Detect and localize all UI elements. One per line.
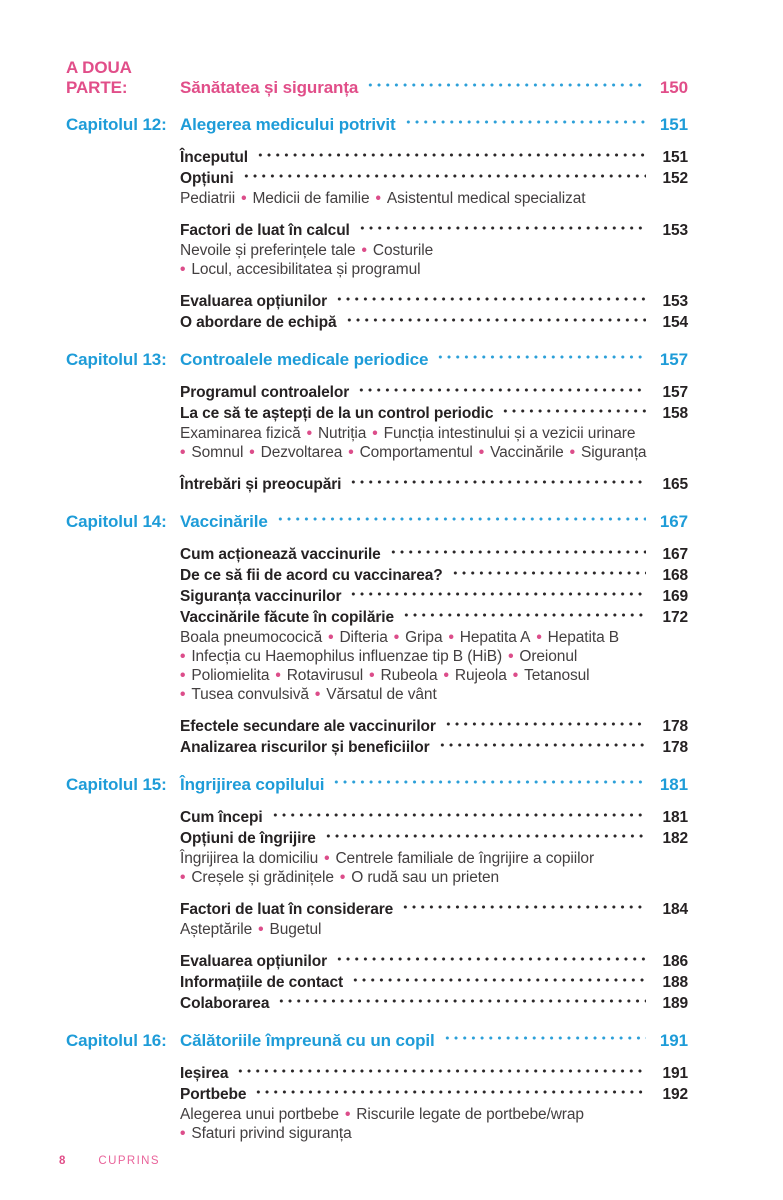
subtopic: Rotavirusul — [286, 667, 364, 684]
entry-page-number: 186 — [662, 953, 688, 970]
subtopic: Difteria — [339, 629, 388, 646]
dotted-leader — [242, 169, 646, 189]
subtopic: Vaccinările — [490, 444, 564, 461]
entry-group — [180, 951, 688, 1014]
dotted-leader — [349, 475, 646, 495]
subtopics-line — [180, 443, 688, 462]
subtopic: Nevoile și preferințele tale — [180, 242, 356, 259]
entry-page-number: 157 — [662, 384, 688, 401]
bullet-separator-icon — [269, 667, 286, 684]
toc-entry — [180, 716, 688, 737]
chapter-heading — [66, 350, 688, 370]
dotted-leader — [349, 587, 646, 607]
entry-page-number: 153 — [662, 222, 688, 239]
bullet-separator-icon — [180, 1125, 191, 1142]
subtopic: Hepatita B — [547, 629, 620, 646]
toc-entry — [180, 993, 688, 1014]
entry-title: Începutul — [180, 149, 248, 166]
bullet-separator-icon — [363, 667, 380, 684]
bullet-separator-icon — [180, 686, 191, 703]
entry-page-number: 178 — [662, 718, 688, 735]
entry-title: Opțiuni — [180, 170, 234, 187]
entry-group — [180, 291, 688, 333]
toc-entry — [180, 586, 688, 607]
dotted-leader — [256, 148, 646, 168]
bullet-separator-icon — [438, 667, 455, 684]
bullet-separator-icon — [442, 629, 459, 646]
chapter-label: Capitolul 14: — [66, 512, 167, 531]
footer-section-label: CUPRINS — [98, 1155, 160, 1167]
toc-entry — [180, 220, 688, 241]
entry-page-number: 192 — [662, 1086, 688, 1103]
subtopic: Creșele și grădinițele — [191, 869, 334, 886]
entry-group — [180, 807, 688, 887]
entry-group — [180, 474, 688, 495]
toc-entry — [180, 147, 688, 168]
subtopic: Rujeola — [454, 667, 507, 684]
entry-title: Programul controalelor — [180, 384, 350, 401]
subtopic: Pediatrii — [180, 190, 236, 207]
toc-entry — [180, 544, 688, 565]
subtopic: Nutriția — [317, 425, 367, 442]
subtopic: Bugetul — [269, 921, 322, 938]
subtopic: Examinarea fizică — [180, 425, 301, 442]
bullet-separator-icon — [309, 686, 326, 703]
subtopic: Dezvoltarea — [260, 444, 343, 461]
subtopic: O rudă sau un prieten — [351, 869, 500, 886]
subtopics-line — [180, 647, 688, 666]
dotted-leader — [438, 738, 646, 758]
entry-title: Ieșirea — [180, 1065, 229, 1082]
dotted-leader — [335, 292, 646, 312]
entry-page-number: 178 — [662, 739, 688, 756]
dotted-leader — [254, 1085, 646, 1105]
subtopics-line — [180, 1105, 688, 1124]
chapter-label: Capitolul 16: — [66, 1031, 167, 1050]
toc-entry — [180, 403, 688, 424]
bullet-separator-icon — [530, 629, 547, 646]
subtopic: Sfaturi privind siguranța — [191, 1125, 352, 1142]
chapter-page-number: 151 — [659, 115, 688, 134]
bullet-separator-icon — [180, 444, 191, 461]
dotted-leader — [436, 350, 646, 370]
chapter-heading — [66, 115, 688, 135]
subtopic: Vărsatul de vânt — [326, 686, 437, 703]
entry-page-number: 158 — [662, 405, 688, 422]
dotted-leader — [389, 545, 646, 565]
dotted-leader — [345, 313, 647, 333]
subtopics-line — [180, 189, 688, 208]
entry-group — [180, 1063, 688, 1143]
dotted-leader — [351, 973, 646, 993]
bullet-separator-icon — [318, 850, 335, 867]
entry-page-number: 151 — [662, 149, 688, 166]
toc-entry — [180, 737, 688, 758]
bullet-separator-icon — [356, 242, 373, 259]
entry-title: Portbebe — [180, 1086, 247, 1103]
footer-page-number: 8 — [59, 1155, 66, 1167]
subtopic: Boala pneumococică — [180, 629, 323, 646]
subtopic: Tusea convulsivă — [191, 686, 309, 703]
toc-entry — [180, 168, 688, 189]
entry-title: Opțiuni de îngrijire — [180, 830, 316, 847]
subtopics-line — [180, 685, 688, 704]
entry-page-number: 153 — [662, 293, 688, 310]
bullet-separator-icon — [339, 1106, 356, 1123]
entry-page-number: 167 — [662, 546, 688, 563]
entry-title: Cum începi — [180, 809, 263, 826]
entry-title: Factori de luat în calcul — [180, 222, 350, 239]
entry-group — [180, 716, 688, 758]
toc-entry — [180, 312, 688, 333]
entry-page-number: 169 — [662, 588, 688, 605]
entry-group — [180, 899, 688, 939]
dotted-leader — [357, 383, 646, 403]
entry-page-number: 189 — [662, 995, 688, 1012]
chapter-title: Îngrijirea copilului — [180, 775, 325, 794]
subtopics-line — [180, 1124, 688, 1143]
dotted-leader — [443, 1031, 646, 1051]
chapter-title: Vaccinările — [180, 512, 268, 531]
entry-title: Vaccinările făcute în copilărie — [180, 609, 394, 626]
part-title: Sănătatea și siguranța — [180, 78, 359, 97]
subtopic: Așteptările — [180, 921, 253, 938]
entry-title: Siguranța vaccinurilor — [180, 588, 342, 605]
chapter-heading — [66, 512, 688, 532]
bullet-separator-icon — [334, 869, 351, 886]
entry-group — [180, 220, 688, 279]
entry-page-number: 154 — [662, 314, 688, 331]
subtopic: Centrele familiale de îngrijire a copiilor — [335, 850, 595, 867]
subtopics-line — [180, 666, 688, 685]
subtopic: Somnul — [191, 444, 244, 461]
dotted-leader — [276, 512, 646, 532]
toc-entry — [180, 474, 688, 495]
toc-entry — [180, 1063, 688, 1084]
chapter-page-number: 191 — [659, 1031, 688, 1050]
chapter-heading — [66, 775, 688, 795]
chapter-label: Capitolul 15: — [66, 775, 167, 794]
entry-page-number: 191 — [662, 1065, 688, 1082]
entry-page-number: 168 — [662, 567, 688, 584]
bullet-separator-icon — [564, 444, 581, 461]
chapter-title: Controalele medicale periodice — [180, 350, 429, 369]
toc-entry — [180, 972, 688, 993]
entry-title: Întrebări și preocupări — [180, 476, 342, 493]
subtopic: Oreionul — [519, 648, 578, 665]
entry-page-number: 182 — [662, 830, 688, 847]
subtopic: Comportamentul — [359, 444, 473, 461]
entry-page-number: 184 — [662, 901, 688, 918]
subtopic: Gripa — [405, 629, 443, 646]
toc-entry — [180, 951, 688, 972]
chapter-title: Alegerea medicului potrivit — [180, 115, 396, 134]
bullet-separator-icon — [473, 444, 490, 461]
subtopic: Locul, accesibilitatea și programul — [191, 261, 421, 278]
subtopic: Hepatita A — [459, 629, 531, 646]
chapter-page-number: 157 — [659, 350, 688, 369]
subtopic: Alegerea unui portbebe — [180, 1106, 339, 1123]
bullet-separator-icon — [243, 444, 260, 461]
dotted-leader — [444, 717, 646, 737]
chapter-13-block — [66, 350, 688, 495]
dotted-leader — [451, 566, 646, 586]
entry-page-number: 165 — [662, 476, 688, 493]
entry-title: O abordare de echipă — [180, 314, 337, 331]
bullet-separator-icon — [180, 648, 191, 665]
bullet-separator-icon — [322, 629, 339, 646]
subtopics-line — [180, 241, 688, 260]
entry-group — [180, 382, 688, 462]
dotted-leader — [404, 115, 646, 135]
toc-entry — [180, 1084, 688, 1105]
bullet-separator-icon — [252, 921, 269, 938]
entry-group — [180, 544, 688, 704]
bullet-separator-icon — [370, 190, 387, 207]
subtopic: Poliomielita — [191, 667, 270, 684]
dotted-leader — [332, 775, 646, 795]
chapter-15-block — [66, 775, 688, 1014]
bullet-separator-icon — [180, 261, 191, 278]
dotted-leader — [358, 221, 646, 241]
entry-title: Informațiile de contact — [180, 974, 344, 991]
bullet-separator-icon — [388, 629, 405, 646]
dotted-leader — [335, 952, 646, 972]
dotted-leader — [236, 1064, 646, 1084]
dotted-leader — [324, 829, 646, 849]
bullet-separator-icon — [301, 425, 318, 442]
subtopics-line — [180, 920, 688, 939]
entry-title: La ce să te aștepți de la un control periodic — [180, 405, 494, 422]
chapter-12-block — [66, 115, 688, 333]
chapter-title: Călătoriile împreună cu un copil — [180, 1031, 435, 1050]
subtopic: Medicii de familie — [252, 190, 370, 207]
chapter-page-number: 181 — [659, 775, 688, 794]
bullet-separator-icon — [507, 667, 524, 684]
subtopics-line — [180, 628, 688, 647]
chapter-heading — [66, 1031, 688, 1051]
dotted-leader — [501, 404, 646, 424]
entry-title: Cum acționează vaccinurile — [180, 546, 381, 563]
entry-title: Analizarea riscurilor și beneficiilor — [180, 739, 430, 756]
subtopic: Tetanosul — [524, 667, 590, 684]
subtopic: Riscurile legate de portbebe/wrap — [356, 1106, 584, 1123]
chapter-16-block — [66, 1031, 688, 1143]
footer — [59, 1154, 160, 1168]
bullet-separator-icon — [502, 648, 519, 665]
subtopics-line — [180, 424, 688, 443]
entry-page-number: 172 — [662, 609, 688, 626]
entry-title: Colaborarea — [180, 995, 270, 1012]
subtopic: Infecția cu Haemophilus influenzae tip B (HiB) — [191, 648, 503, 665]
entry-page-number: 181 — [662, 809, 688, 826]
toc-entry — [180, 828, 688, 849]
toc-entry — [180, 807, 688, 828]
subtopics-line — [180, 849, 688, 868]
subtopic: Siguranța — [580, 444, 647, 461]
entry-page-number: 152 — [662, 170, 688, 187]
subtopics-line — [180, 260, 688, 279]
entry-title: Factori de luat în considerare — [180, 901, 394, 918]
chapter-label: Capitolul 13: — [66, 350, 167, 369]
chapter-14-block — [66, 512, 688, 758]
subtopic: Îngrijirea la domiciliu — [180, 850, 319, 867]
bullet-separator-icon — [180, 869, 191, 886]
subtopic: Rubeola — [380, 667, 438, 684]
part-label: A DOUA PARTE: — [66, 58, 132, 97]
dotted-leader — [401, 900, 646, 920]
part-page-number: 150 — [659, 78, 688, 97]
subtopic: Funcția intestinului și a vezicii urinare — [383, 425, 636, 442]
dotted-leader — [402, 608, 646, 628]
toc-entry — [180, 291, 688, 312]
chapter-page-number: 167 — [659, 512, 688, 531]
dotted-leader — [271, 808, 646, 828]
bullet-separator-icon — [366, 425, 383, 442]
entry-title: Evaluarea opțiunilor — [180, 953, 328, 970]
entry-title: Efectele secundare ale vaccinurilor — [180, 718, 436, 735]
dotted-leader — [277, 994, 646, 1014]
entry-title: Evaluarea opțiunilor — [180, 293, 328, 310]
dotted-leader — [366, 78, 646, 98]
entry-title: De ce să fii de acord cu vaccinarea? — [180, 567, 443, 584]
bullet-separator-icon — [342, 444, 359, 461]
subtopic: Costurile — [372, 242, 434, 259]
toc-entry — [180, 899, 688, 920]
chapter-label: Capitolul 12: — [66, 115, 167, 134]
toc-entry — [180, 382, 688, 403]
bullet-separator-icon — [235, 190, 252, 207]
toc-entry — [180, 565, 688, 586]
subtopic: Asistentul medical specializat — [386, 190, 586, 207]
bullet-separator-icon — [180, 667, 191, 684]
toc-entry — [180, 607, 688, 628]
toc-part-row — [66, 58, 688, 98]
subtopics-line — [180, 868, 688, 887]
entry-group — [180, 147, 688, 208]
entry-page-number: 188 — [662, 974, 688, 991]
